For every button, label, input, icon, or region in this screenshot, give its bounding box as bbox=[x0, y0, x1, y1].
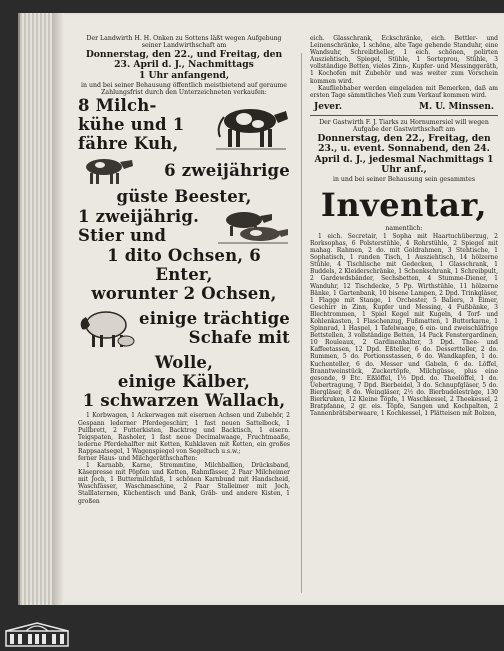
household-heading: ferner Haus- und Milchgeräthschaften: bbox=[78, 454, 198, 462]
lot-heifers: 6 zweijährige bbox=[164, 160, 290, 180]
inventory-list: 1 eich. Secretair, 1 Sopha mit Haartuchüberzug, 2 Rorksophas, 6 Polsterstühle, 4 Rohrstühle, 2 Spiegel mit mahag. Rahmen, 2 do. mit Goldrahmen, 3 Stehtische, 1 Sophatisch, 1 runden Tisch, 1 Ausziehtisch, 14 hölzerne Stühle, 4 Tischlische mit Gedecken, 1 Glasschrank, 1 Buddels, 2 Kleiderschränke, 1 Schenkschrank, 1 Schreibpult, 2 Gardewdsbänder, Sechsbetten, 4 Stumme-Diener, 1 Wanduhr, 12 Tischdecke, 5 Pp. Wirthstühle, 11 hölzerne Bänke, 1 Gartenbank, 10 bisene Lampen, 2 Dpd. Trinkgläser, 1 Flagge mit Stange, 1 Orchester, 5 Baliers, 3 Eimer, Geschirr in Zinn, Kupfer und Messing, 4 Fußbänke, 3 Blechtrommen, 1 Spiel Kegel mit Kugeln, 4 Torf- und Kohlenkasten, 1 Flaschenzug, Fußmatten, 1 Butterkarne, 1 Spinnrad, 1 Haspel, 1 Tafelwaage, 6 ein- und zweischläfrige Bettstellen, 3 vollständige Betten, 14 Pack Fenstergardinen, 10 Rouleaux, 2 Gardinenhalter, 3 Dpd. Thee- und Kaffeetassen, 12 Dpd. Eßteller, 6 do. Dessertteller, 2 do. Rummen, 5 do. Portionsstassen, 6 do. Wandkapfen, 1 do. Kuchenteller, 6 do. Messer und Gabeln, 6 do. Löffel, Branntweinstück, Zuckertöpfe, Milchgüsse, plus eine gesonde, 9 Etc. Eßlöffel, 1½ Dpd. do. Theelöffel, 1 do. Uebertragung, 7 Dpd. Bierbeidel, 3 do. Schnupfgläser, 5 do. Biergläser, 8 do. Weingläser, 2½ do. Bierbudelesträge, 130 Bierkruken, 12 Kleine Töpfe, 1 Waschkessel, 2 Theekessel, 2 Bratpfanne, 2 gr. eis. Töpfe, Sangen und Kochpalten, 2 Tannenbrätsberwaare, 1 Kochkessel, 1 Plätteisen mit Bolzen, bbox=[310, 232, 498, 418]
cattle-group-illustration bbox=[216, 206, 290, 246]
newspaper-page bbox=[52, 13, 504, 605]
heifer-row bbox=[78, 153, 290, 187]
lot-guste-beester: güste Beester, bbox=[116, 187, 252, 207]
lot-oxen-2: worunter 2 Ochsen, bbox=[91, 284, 277, 304]
inventar-heading: Inventar, bbox=[320, 186, 488, 225]
bull-row bbox=[78, 206, 290, 246]
lot-pregnant: einige trächtige bbox=[139, 309, 290, 329]
lot-black-gelding: 1 schwarzen Wallach, bbox=[82, 391, 286, 411]
book-page-edges bbox=[18, 13, 54, 605]
ad2-location: in und bei seiner Behausung sein gesammtes bbox=[332, 176, 476, 184]
library-building-logo bbox=[4, 621, 70, 647]
ad-dates: Donnerstag, den 22., und Freitag, den 23. April d. J., Nachmittags bbox=[85, 48, 283, 71]
signature-line bbox=[314, 102, 494, 112]
ad-intro: Der Landwirth H. H. Onken zu Sottens läßt wegen Aufgebung seiner Landwirthschaft am bbox=[86, 35, 282, 50]
ad2-intro: Der Gastwirth F. J. Tiarks zu Hornumersiel will wegen Aufgabe der Gastwirthschaft am bbox=[319, 118, 489, 134]
lot-bull-1: 1 zweijährig. bbox=[78, 207, 200, 227]
signature-place: Jever. bbox=[314, 101, 342, 112]
lot-cow-3: fähre Kuh, bbox=[78, 134, 179, 154]
cow-illustration bbox=[212, 97, 290, 153]
lot-cows-2: kühe und 1 bbox=[78, 115, 185, 135]
household-list: 1 Karnabb, Karne, Stremmtine, Milchballien, Drücksband, Käsepresse mit Pöpfen und Ketten, Rahmfässer, 2 Paar Milcheimer mit Joch, 1 Buttermilchfaß, 1 schönen Karnbund mit Handscheid, Waschfässer, Waschmaschine, 2 Paar Stalleimer mit Joch, Stalllaternen, Küchentisch und Bank, Gräb- und andere Kisten, 1 großen bbox=[78, 462, 290, 505]
signature-name: M. U. Minssen. bbox=[419, 101, 494, 112]
lot-calves: einige Kälber, bbox=[117, 372, 251, 392]
lot-sheep: Schafe mit bbox=[188, 328, 290, 348]
continuation-list: eich. Glasschrank, Eckschränke, eich. Bettler- und Leinenschränke, 1 schöne, alte Tage gehende Standuhr, eine Wandsuhr, Schreibtheller, 1 eich. schönen, polirten Ausziehtisch, Spiegel, Stühle, 1 Sorteprou, Stühle, 3 vollständige Betten, vieles Zinn-, Kupfer- und Messinggeräth, 1 Kochofen mit Zubehör und was weiter zum Vorschein kommen wird. bbox=[310, 35, 498, 85]
namentlich-label: namentlich: bbox=[385, 225, 423, 233]
cow-row bbox=[78, 96, 290, 153]
equipment-list: 1 Korbwagen, 1 Ackerwagen mit eisernen Achsen und Zubehör, 2 Gespann lederner Pferdegeschirr, 1 fast neuen Sattelbock, 1 Pullbrett, 2 Futterkisten, Backtrog und Backtisch, 1 eisern. Teigspaten, Rasholer, 1 fast neue Decimalwaage, Fruchtmaaße, lederne Pferdehalfter mit Ketten, Kuhklaven mit Ketten, ein großes Rappsaatsegel, 1 Wagenspiegel von Segeltuch u.s.w.; bbox=[78, 412, 290, 455]
heifer-illustration bbox=[78, 153, 138, 187]
column-rule bbox=[301, 53, 302, 593]
lot-oxen: 1 dito Ochsen, 6 Enter, bbox=[107, 246, 261, 285]
page-fold-shadow bbox=[52, 13, 64, 605]
ad-divider bbox=[310, 115, 498, 116]
ad-start-time: 1 Uhr anfangend, bbox=[138, 70, 230, 81]
buyers-notice: Kaufliebhaber werden eingeladen mit Bemerken, daß am ersten Tage sämmtliches Vieh zum Verkauf kommen wird. bbox=[310, 84, 498, 99]
lot-bull-2: Stier und bbox=[78, 226, 167, 246]
ad-location: in und bei seiner Behausung öffentlich meistbietend auf geraume Zahlungsfrist durch den Unterzeichneten verkaufen: bbox=[81, 81, 287, 96]
right-advertisements bbox=[310, 35, 498, 595]
sheep-row bbox=[78, 303, 290, 353]
lot-milk-cows: 8 Milch- bbox=[78, 96, 157, 116]
lot-wool: Wolle, bbox=[154, 353, 214, 373]
ad2-dates: Donnerstag, den 22., Freitag, den 23., u. event. Sonnabend, den 24. April d. J., jedesmal Nachmittags 1 Uhr anf., bbox=[314, 132, 494, 176]
left-advertisement bbox=[78, 35, 290, 595]
sheep-illustration bbox=[78, 303, 138, 353]
